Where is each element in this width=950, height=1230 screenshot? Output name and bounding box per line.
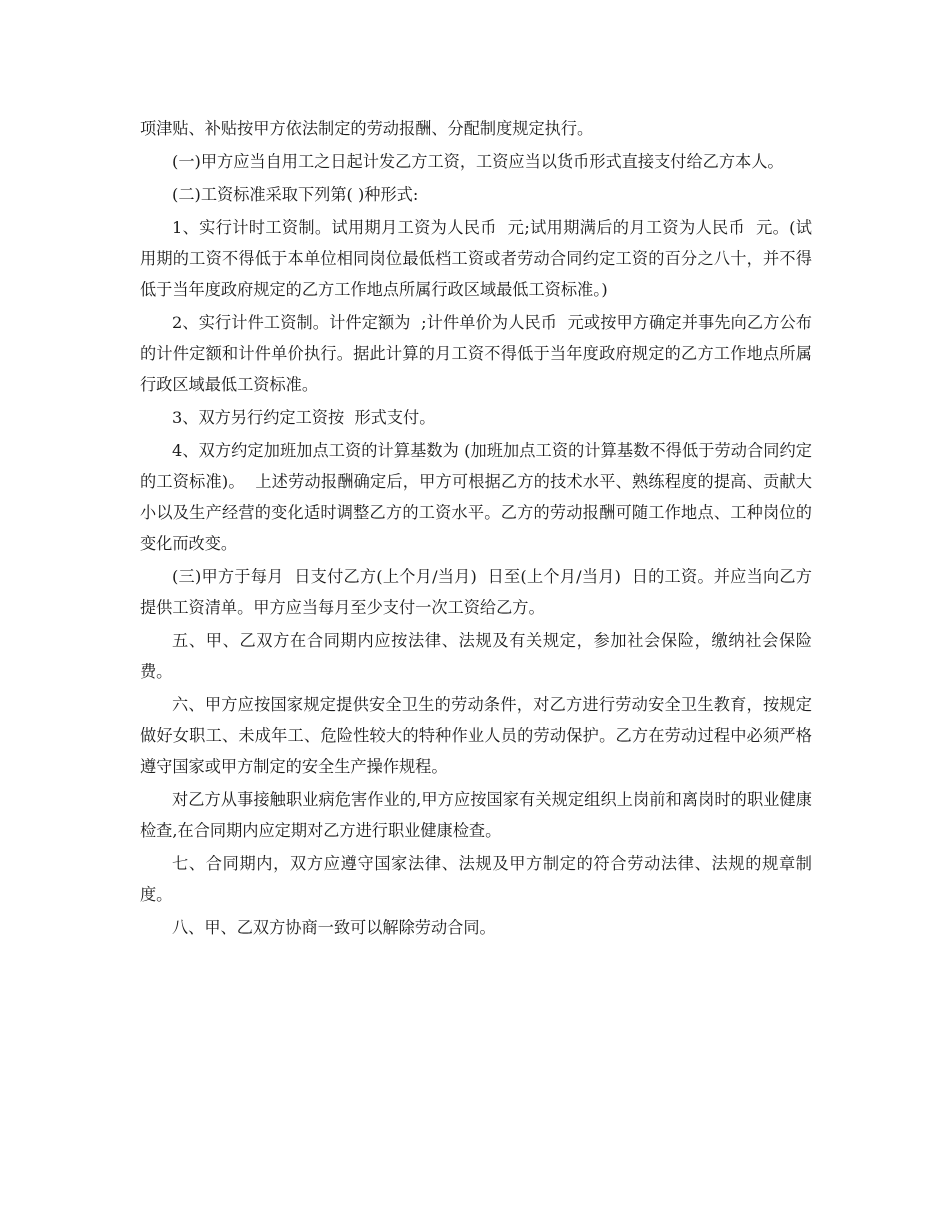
- paragraph-rules-compliance: 七、合同期内，双方应遵守国家法律、法规及甲方制定的符合劳动法律、法规的规章制度。: [140, 854, 812, 904]
- paragraph-occupational-health: 对乙方从事接触职业病危害作业的,甲方应按国家有关规定组织上岗前和离岗时的职业健康检查,在合同期内应定期对乙方进行职业健康检查。: [140, 790, 812, 840]
- paragraph-allowance-continuation: 项津贴、补贴按甲方依法制定的劳动报酬、分配制度规定执行。: [140, 119, 594, 138]
- document-page: [140, 113, 812, 945]
- paragraph-time-wage: 1、实行计时工资制。试用期月工资为人民币 元;试用期满后的月工资为人民币 元。(试用期的工资不得低于本单位相同岗位最低档工资或者劳动合同约定工资的百分之八十，并不得低于当年度政府规定的乙方工作地点所属行政区域最低工资标准。): [140, 218, 812, 299]
- paragraph-labor-safety: 六、甲方应按国家规定提供安全卫生的劳动条件，对乙方进行劳动安全卫生教育，按规定做好女职工、未成年工、危险性较大的特种作业人员的劳动保护。乙方在劳动过程中必须严格遵守国家或甲方制定的安全生产操作规程。: [140, 695, 812, 776]
- paragraph-pay-date: (三)甲方于每月 日支付乙方(上个月/当月) 日至(上个月/当月) 日的工资。并应当向乙方提供工资清单。甲方应当每月至少支付一次工资给乙方。: [140, 567, 812, 617]
- paragraph-overtime-base: 4、双方约定加班加点工资的计算基数为 (加班加点工资的计算基数不得低于劳动合同约定的工资标准)。 上述劳动报酬确定后，甲方可根据乙方的技术水平、熟练程度的提高、贡献大小以及生产经营的变化适时调整乙方的工资水平。乙方的劳动报酬可随工作地点、工种岗位的变化而改变。: [140, 441, 812, 553]
- paragraph-wage-standard-form: (二)工资标准采取下列第( )种形式:: [172, 185, 419, 204]
- paragraph-wage-payment-start: (一)甲方应当自用工之日起计发乙方工资，工资应当以货币形式直接支付给乙方本人。: [172, 152, 784, 171]
- paragraph-social-insurance: 五、甲、乙双方在合同期内应按法律、法规及有关规定，参加社会保险，缴纳社会保险费。: [140, 631, 812, 681]
- paragraph-other-wage-form: 3、双方另行约定工资按 形式支付。: [172, 408, 436, 427]
- paragraph-piece-wage: 2、实行计件工资制。计件定额为 ;计件单价为人民币 元或按甲方确定并事先向乙方公布的计件定额和计件单价执行。据此计算的月工资不得低于当年度政府规定的乙方工作地点所属行政区域最低工资标准。: [140, 313, 812, 394]
- paragraph-contract-termination: 八、甲、乙双方协商一致可以解除劳动合同。: [172, 918, 496, 937]
